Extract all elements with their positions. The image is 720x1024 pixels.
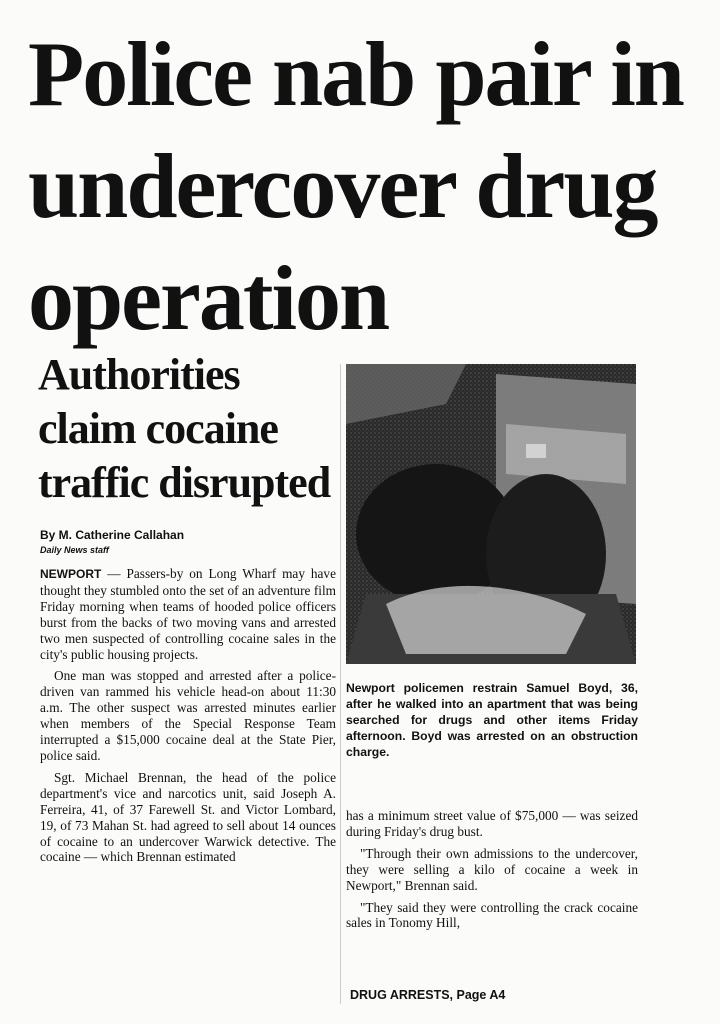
jump-line: DRUG ARRESTS, Page A4 xyxy=(350,988,506,1002)
paragraph-text: — Passers-by on Long Wharf may have thought they stumbled onto the set of an adventure film Friday morning when teams of hooded police officers burst from the backs of two moving vans and arrested two men suspected of controlling cocaine sales in the city's public housing projects. xyxy=(40,566,336,662)
column-divider xyxy=(340,364,341,1004)
photo-caption: Newport policemen restrain Samuel Boyd, 36, after he walked into an apartment that was being searched for drugs and other items Friday afternoon. Boyd was arrested on an obstruction charge. xyxy=(346,681,638,759)
subheadline: Authorities claim cocaine traffic disrupted xyxy=(38,350,331,507)
article-column-2 xyxy=(346,808,638,937)
article-paragraph: One man was stopped and arrested after a police-driven van rammed his vehicle head-on about 11:30 a.m. The other suspect was arrested minutes earlier when members of the Special Response Team interrupted a $15,000 cocaine deal at the State Pier, police said. xyxy=(40,668,336,763)
news-photo xyxy=(346,364,636,664)
article-paragraph: Sgt. Michael Brennan, the head of the police department's vice and narcotics unit, said Joseph A. Ferreira, 41, of 37 Farewell St. and Victor Lombard, 19, of 73 Mahan St. had agreed to sell about 14 ounces of cocaine to an undercover Warwick detective. The cocaine — which Brennan estimated xyxy=(40,769,336,865)
article-paragraph xyxy=(40,566,336,662)
byline-title: Daily News staff xyxy=(40,545,109,555)
article-paragraph: "Through their own admissions to the undercover, they were selling a kilo of cocaine a week in Newport," Brennan said. xyxy=(346,845,638,893)
article-column-1 xyxy=(40,566,336,871)
article-paragraph: has a minimum street value of $75,000 — was seized during Friday's drug bust. xyxy=(346,808,638,839)
dateline: NEWPORT xyxy=(40,567,102,581)
headline: Police nab pair in undercover drug operation xyxy=(28,23,683,349)
article-paragraph: "They said they were controlling the crack cocaine sales in Tonomy Hill, xyxy=(346,899,638,931)
photo-image xyxy=(346,364,636,664)
byline: By M. Catherine Callahan xyxy=(40,528,185,542)
